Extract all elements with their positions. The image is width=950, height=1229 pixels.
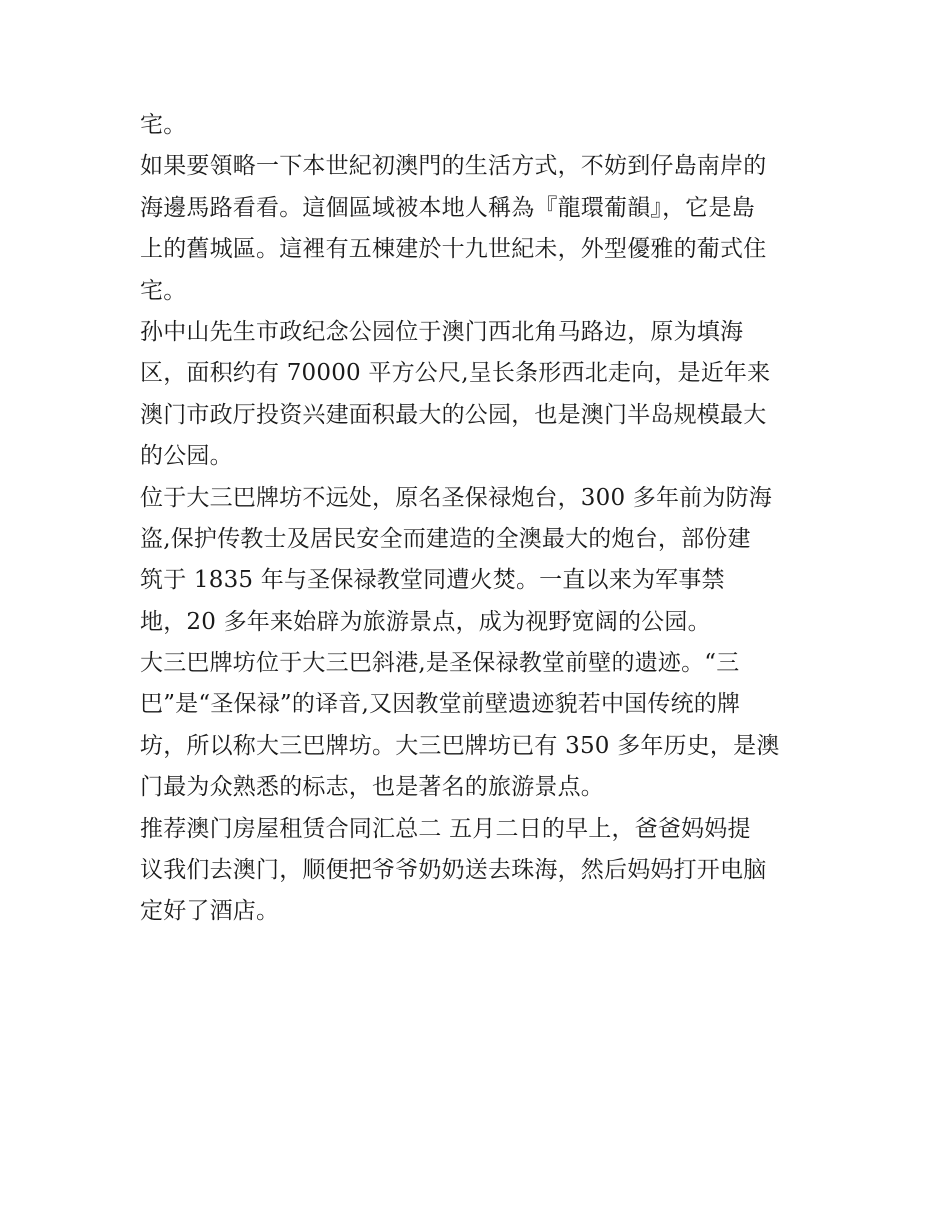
text-line: 宅。 [140,112,187,138]
text-line: 巴”是“圣保禄”的译音,又因教堂前壁遗迹貌若中国传统的牌 [140,691,741,718]
text-line: 区，面积约有 70000 平方公尺,呈长条形西北走向，是近年来 [140,360,771,387]
text-line: 坊，所以称大三巴牌坊。大三巴牌坊已有 350 多年历史，是澳 [140,732,780,759]
text-line: 盗,保护传教士及居民安全而建造的全澳最大的炮台，部份建 [140,525,751,552]
document-body [140,105,820,933]
text-line: 上的舊城區。這裡有五棟建於十九世紀未，外型優雅的葡式住 [140,236,767,263]
text-line: 门最为众熟悉的标志，也是著名的旅游景点。 [140,774,604,801]
text-line: 推荐澳门房屋租赁合同汇总二 五月二日的早上，爸爸妈妈提 [140,815,751,842]
text-line: 海邊馬路看看。這個區域被本地人稱為『龍環葡韻』，它是島 [140,194,755,221]
text-line: 定好了酒店。 [140,898,280,925]
text-line: 宅。 [140,277,187,304]
text-line: 议我们去澳门，顺便把爷爷奶奶送去珠海，然后妈妈打开电脑 [140,857,767,884]
text-line: 孙中山先生市政纪念公园位于澳门西北角马路边，原为填海 [140,318,744,345]
text-line: 澳门市政厅投资兴建面积最大的公园，也是澳门半岛规模最大 [140,401,767,428]
text-line: 位于大三巴牌坊不远处，原名圣保禄炮台，300 多年前为防海 [140,484,773,511]
text-line: 大三巴牌坊位于大三巴斜港,是圣保禄教堂前壁的遗迹。“三 [140,650,740,677]
text-line: 的公园。 [140,443,233,470]
text-line: 地，20 多年来始辟为旅游景点，成为视野宽阔的公园。 [140,608,711,635]
text-line: 如果要領略一下本世紀初澳門的生活方式，不妨到仔島南岸的 [140,153,767,180]
text-line: 筑于 1835 年与圣保禄教堂同遭火焚。一直以来为军事禁 [140,567,725,594]
